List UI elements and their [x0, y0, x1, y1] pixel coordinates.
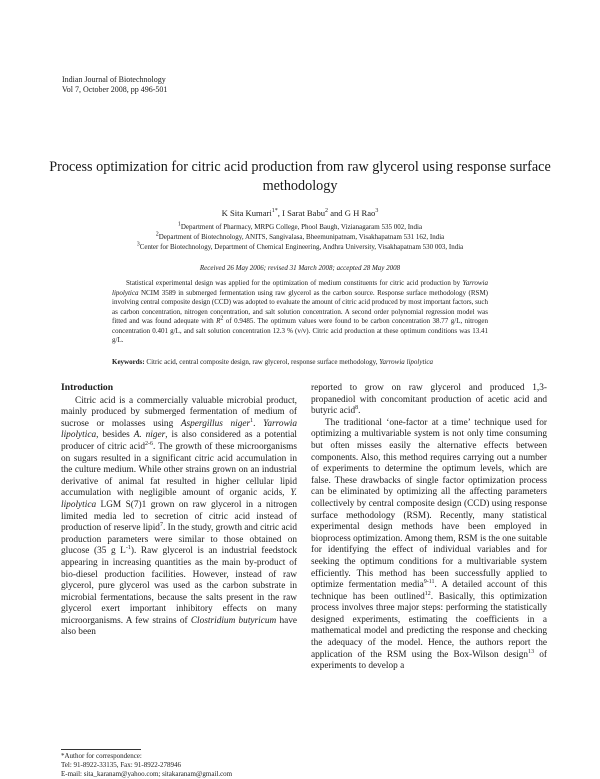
- keywords: [112, 358, 532, 366]
- body-text: ). Raw glycerol is an industrial feedstock appearing in increasing quantities as the main by-product of bio-diesel production facilities. However, instead of raw glycerol, pure glycerol was used as the carbon substrate in microbial fermentations, because the salts present in the raw glycerol exert important inhibitory effects on many microorganisms. A few strains of: [61, 546, 297, 626]
- citation: 8: [355, 405, 359, 412]
- intro-paragraph: [61, 396, 297, 639]
- body-italic: Clostridium butyricum: [190, 615, 277, 626]
- body-text: . Basically, this optimization process involves three major steps: performing the statistically designed experiments, estimating the coefficients in a mathematical model and predicting the response and checking the adequacy of the model. Hence, the authors report the application of the RSM using the Box-Wilson design: [311, 591, 547, 660]
- body-text: .: [358, 406, 361, 417]
- keywords-text: Citric acid, central composite design, raw glycerol, response surface methodology,: [144, 358, 380, 366]
- author-mark: 1*: [271, 208, 278, 215]
- body-text: Citric acid is a commercially valuable microbial product, mainly produced by submerged fermentation of medium of sucrose or molasses using: [61, 395, 297, 429]
- abstract: [112, 279, 488, 346]
- footnote-author: *Author for correspondence:: [61, 752, 142, 760]
- body-italic: A. niger: [133, 430, 166, 441]
- footnote-divider: [61, 749, 141, 750]
- affiliation-mark: 1: [177, 221, 181, 228]
- column-left: [61, 382, 297, 639]
- column-right: [311, 383, 547, 673]
- citation: 7: [159, 522, 163, 529]
- citation: 13: [528, 648, 535, 655]
- body-text: . A detailed account of this technique has been outlined: [311, 580, 547, 602]
- citation: 12: [424, 590, 431, 597]
- continued-paragraph: [311, 383, 547, 418]
- keywords-label: Keywords:: [112, 358, 145, 366]
- section-heading: Introduction: [61, 382, 114, 393]
- affiliation: [40, 222, 560, 232]
- body-text: , is also considered as a potential producer of citric acid: [61, 430, 298, 452]
- abstract-text: of 0.9485. The optimum values were found to be carbon concentration 38.77 g/L, nitrogen concentration 0.401 g/L, and salt solution concentration 12.3 % (v/v). Citric acid production at these optimum conditions was 13.41 g/L.: [112, 317, 488, 344]
- keywords-italic: Yarrowia lipolytica: [379, 358, 433, 366]
- abstract-text: Statistical experimental design was applied for the optimization of medium constituents for citric acid production by: [126, 279, 463, 287]
- body-text: , besides: [96, 430, 134, 441]
- body-text: reported to grow on raw glycerol and produced 1,3-propanediol with concomitant production of acetic acid and butyric acid: [311, 383, 547, 417]
- affiliation-text: Department of Pharmacy, MRPG College, Phool Baugh, Vizianagaram 535 002, India: [180, 223, 423, 231]
- affiliations: [40, 222, 560, 252]
- author-mark: 2: [325, 208, 329, 215]
- body-paragraph: [311, 418, 547, 673]
- affiliation: [40, 232, 560, 242]
- footnote-email: E-mail: sita_karanam@yahoo.com; sitakaranam@gmail.com: [61, 770, 233, 778]
- body-italic: Yarrowia lipolytica: [61, 418, 297, 441]
- affiliation-text: Center for Biotechnology, Department of Chemical Engineering, Andhra University, Visakhapatnam 530 003, India: [139, 243, 464, 251]
- citation: 2-6: [145, 440, 154, 447]
- abstract-r2: R: [216, 317, 221, 325]
- author-mark: 3: [375, 208, 379, 215]
- citation: 9-11: [423, 579, 435, 585]
- body-text: The traditional ‘one-factor at a time’ technique used for optimizing a multivariable system is not only time consuming but often misses easily the alternative effects between components. Also, this method requires carrying out a number of experiments to determine the optimum levels, which are false. These drawbacks of single factor optimization process can be eliminated by optimizing all the affecting parameters collectively by central composite design (CCD) using response surface methodology (RSM). Recently, many statistical experimental design methods have been employed in bioprocess optimization. Among them, RSM is the one suitable for identifying the effect of individual variables and for seeking the optimum conditions for a multivariable system efficiently. This method has been successfully applied to optimize fermentation media: [311, 417, 547, 591]
- footnote: [61, 752, 321, 779]
- body-text: . In the study, growth and citric acid production parameters were similar to those obtained on glucose (35 g L: [61, 523, 298, 557]
- abstract-organism: Yarrowia lipolytica: [112, 279, 488, 297]
- body-italic: Y. lipolytica: [61, 488, 297, 510]
- body-text: of experiments to develop a: [311, 649, 547, 672]
- citation: 1: [250, 417, 254, 424]
- journal-issue: Vol 7, October 2008, pp 496-501: [62, 85, 168, 94]
- body-text: .: [253, 418, 264, 429]
- abstract-text: NCIM 3589 in submerged fermentation using raw glycerol as the carbon source. Response surface methodology (RSM) involving central composite design (CCD) was adopted to evaluate the amount of citric acid produced by most important factors, such as carbon concentration, nitrogen concentration, and salt solution concentration. A second order polynomial regression model was fitted and was found adequate with: [112, 288, 488, 325]
- journal-name: Indian Journal of Biotechnology: [62, 75, 166, 84]
- footnote-phone: Tel: 91-8922-33135, Fax: 91-8922-278946: [61, 761, 182, 769]
- body-text: have also been: [61, 615, 297, 638]
- received-dates: Received 26 May 2006; revised 31 March 2008; accepted 28 May 2008: [199, 264, 401, 272]
- author: K Sita Kumari: [221, 208, 272, 218]
- author: I Sarat Babu: [282, 208, 326, 218]
- affiliation-mark: 2: [155, 231, 159, 238]
- affiliation-mark: 3: [136, 241, 140, 248]
- affiliation-text: Department of Biotechnology, ANITS, Sangivalasa, Bheemunipatnam, Visakhapatnam 531 162, India: [158, 233, 445, 241]
- body-text: LGM S(7)1 grown on raw glycerol in a nitrogen limited media led to secretion of citric acid instead of production of reserve lipid: [61, 499, 297, 534]
- body-italic: Aspergillus niger: [180, 418, 251, 429]
- author-list: K Sita Kumari$^{1*}$, I Sarat Babu$^2$ and G H Rao$^3$: [221, 208, 379, 218]
- superscript: -1: [125, 545, 131, 552]
- abstract-r2-sup: 2: [220, 315, 224, 322]
- body-text: . The growth of these microorganisms on sugars resulted in a significant citric acid accumulation in the culture medium. While other strains grown on an industrial derivative of animal fat resulted in higher cellular lipid accumulation with negligible amount of organic acids,: [61, 441, 297, 499]
- author: G H Rao: [344, 208, 376, 218]
- affiliation: [40, 242, 560, 252]
- journal-header: [62, 75, 167, 95]
- paper-title: Process optimization for citric acid production from raw glycerol using response surface methodology: [49, 159, 551, 194]
